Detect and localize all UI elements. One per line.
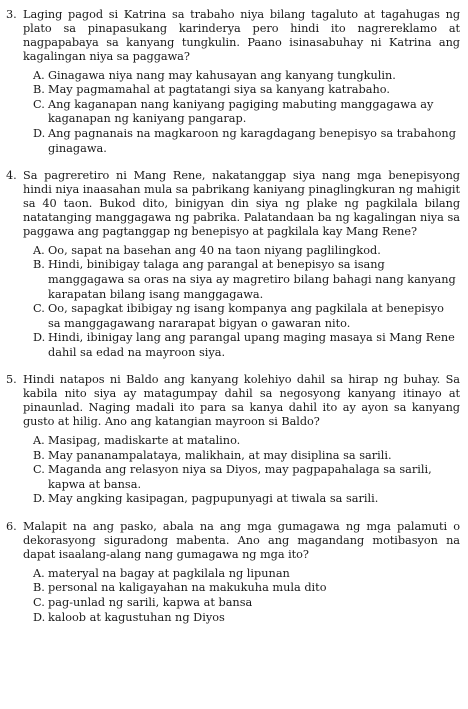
choice-a bbox=[6, 567, 462, 582]
choice-text: May pagmamahal at pagtatangi siya sa kanyang katrabaho. bbox=[48, 83, 390, 97]
choice-list bbox=[6, 434, 462, 507]
choice-letter: D. bbox=[33, 610, 46, 624]
choice-text: May angking kasipagan, pagpupunyagi at tiwala sa sarili. bbox=[48, 492, 379, 506]
choice-text: Oo, sapat na basehan ang 40 na taon niyang paglilingkod. bbox=[48, 243, 381, 257]
choice-d bbox=[6, 331, 462, 360]
choice-letter: A. bbox=[33, 243, 45, 257]
question-6 bbox=[6, 520, 462, 625]
choice-c bbox=[6, 98, 462, 127]
choice-c bbox=[6, 302, 462, 331]
choice-list bbox=[6, 244, 462, 361]
choice-text: pag-unlad ng sarili, kapwa at bansa bbox=[48, 595, 253, 609]
question-text: Laging pagod si Katrina sa trabaho niya bilang tagaluto at tagahugas ng plato sa pinapasukang karinderya pero hindi ito nagrereklamo at nagpapabaya sa kanyang tungkulin. Paano isinasabuhay ni Katrina ang kagalingan niya sa paggawa? bbox=[23, 8, 460, 63]
choice-letter: A. bbox=[33, 434, 45, 448]
choice-letter: A. bbox=[33, 68, 45, 82]
choice-letter: B. bbox=[33, 448, 45, 462]
question-text: Hindi natapos ni Baldo ang kanyang kolehiyo dahil sa hirap ng buhay. Sa kabila nito siya ay matagumpay dahil sa negosyong kanyang itinayo at pinaunlad. Naging madali ito para sa kanya dahil ito ay ayon sa kanyang gusto at hilig. Ano ang katangian mayroon si Baldo? bbox=[23, 373, 460, 429]
question-text: Malapit na ang pasko, abala na ang mga gumagawa ng mga palamuti o dekorasyong siguradong mabenta. Ano ang magandang motibasyon na dapat isaalang-alang nang gumagawa ng mga ito? bbox=[23, 520, 460, 561]
choice-d bbox=[6, 492, 462, 507]
choice-letter: B. bbox=[33, 258, 45, 272]
question-stem bbox=[6, 520, 462, 562]
choice-text: Hindi, binibigay talaga ang parangal at benepisyo sa isang manggagawa sa oras na siya ay magretiro bilang bahagi nang kanyang karapatan bilang isang manggagawa. bbox=[48, 258, 456, 301]
question-number: 3. bbox=[6, 8, 17, 21]
question-text: Sa pagreretiro ni Mang Rene, nakatanggap siya nang mga benepisyong hindi niya inaasahan mula sa pabrikang kaniyang pinaglingkuran ng mahigit sa 40 taon. Bukod dito, binigyan din siya ng plake ng pagkilala bilang natatanging manggagawa ng pabrika. Palatandaan ba ng kagalingan niya sa paggawa ang pagtanggap ng benepisyo at pagkilala kay Mang Rene? bbox=[23, 169, 460, 238]
question-3 bbox=[6, 8, 462, 156]
choice-c bbox=[6, 596, 462, 611]
question-stem bbox=[6, 169, 462, 239]
question-stem bbox=[6, 373, 462, 429]
choice-list bbox=[6, 567, 462, 625]
choice-list bbox=[6, 69, 462, 157]
choice-letter: D. bbox=[33, 127, 46, 140]
choice-a bbox=[6, 69, 462, 84]
choice-text: Maganda ang relasyon niya sa Diyos, may pagpapahalaga sa sarili, kapwa at bansa. bbox=[48, 463, 432, 491]
choice-a bbox=[6, 434, 462, 449]
choice-text: May pananampalataya, malikhain, at may disiplina sa sarili. bbox=[48, 448, 392, 462]
choice-letter: C. bbox=[33, 463, 45, 477]
choice-letter: C. bbox=[33, 595, 45, 609]
choice-letter: D. bbox=[33, 331, 46, 345]
question-number: 6. bbox=[6, 520, 17, 534]
question-4 bbox=[6, 169, 462, 360]
choice-b bbox=[6, 258, 462, 302]
choice-letter: A. bbox=[33, 566, 45, 580]
choice-c bbox=[6, 463, 462, 492]
choice-letter: D. bbox=[33, 492, 46, 506]
choice-text: Masipag, madiskarte at matalino. bbox=[48, 434, 241, 448]
choice-text: Hindi, ibinigay lang ang parangal upang maging masaya si Mang Rene dahil sa edad na mayroon siya. bbox=[48, 331, 455, 359]
choice-text: Ang kaganapan nang kaniyang pagiging mabuting manggagawa ay kaganapan ng kaniyang pangarap. bbox=[48, 97, 434, 126]
choice-a bbox=[6, 244, 462, 259]
question-stem bbox=[6, 8, 462, 64]
choice-letter: C. bbox=[33, 302, 45, 316]
choice-d bbox=[6, 611, 462, 626]
choice-b bbox=[6, 581, 462, 596]
choice-text: kaloob at kagustuhan ng Diyos bbox=[48, 610, 225, 624]
choice-letter: B. bbox=[33, 83, 45, 97]
question-number: 4. bbox=[6, 169, 17, 183]
choice-text: materyal na bagay at pagkilala ng lipunan bbox=[48, 566, 290, 580]
choice-text: Oo, sapagkat ibibigay ng isang kompanya ang pagkilala at benepisyo sa manggagawang nararapat bigyan o gawaran nito. bbox=[48, 302, 444, 330]
choice-text: Ginagawa niya nang may kahusayan ang kanyang tungkulin. bbox=[48, 68, 396, 82]
choice-b bbox=[6, 83, 462, 98]
question-5 bbox=[6, 373, 462, 507]
choice-letter: B. bbox=[33, 581, 45, 595]
choice-text: personal na kaligayahan na makukuha mula dito bbox=[48, 581, 327, 595]
choice-b bbox=[6, 449, 462, 464]
choice-letter: C. bbox=[33, 97, 45, 111]
question-number: 5. bbox=[6, 373, 17, 387]
choice-text: Ang pagnanais na magkaroon ng karagdagang benepisyo sa trabahong ginagawa. bbox=[48, 127, 456, 155]
choice-d bbox=[6, 127, 462, 156]
